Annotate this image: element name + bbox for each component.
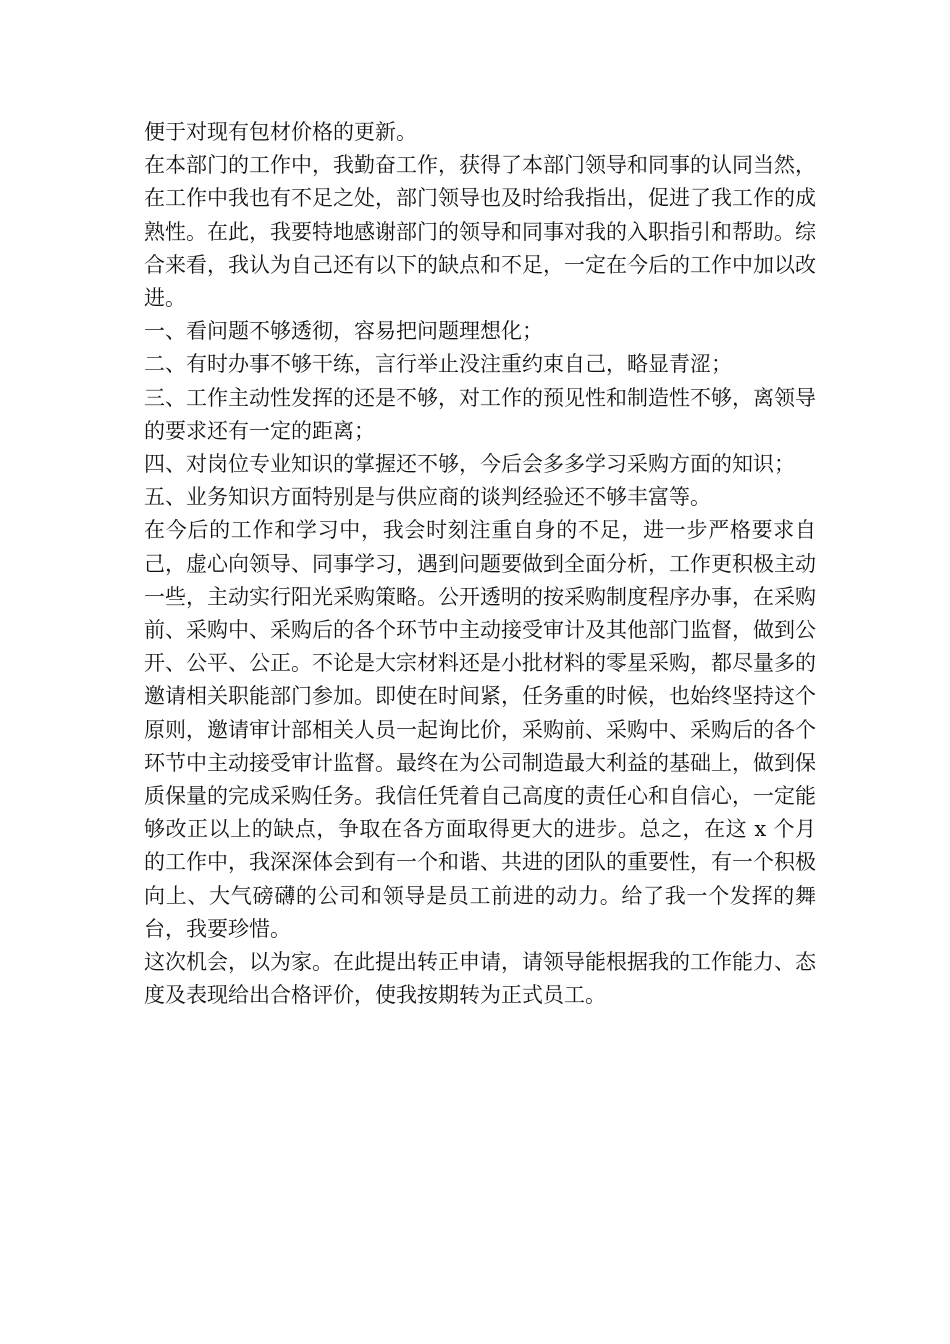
paragraph-work-summary: 在本部门的工作中，我勤奋工作，获得了本部门领导和同事的认同当然，在工作中我也有不足之处，部门领导也及时给我指出，促进了我工作的成熟性。在此，我要特地感谢部门的领导和同事对我的入职指引和帮助。综合来看，我认为自己还有以下的缺点和不足，一定在今后的工作中加以改进。: [144, 153, 816, 311]
shortcoming-item-5: 五、业务知识方面特别是与供应商的谈判经验还不够丰富等。: [144, 485, 711, 510]
paragraph-price-update: 便于对现有包材价格的更新。: [144, 120, 417, 144]
shortcoming-item-1: 一、看问题不够透彻，容易把问题理想化；: [144, 319, 543, 344]
shortcoming-item-3: 三、工作主动性发挥的还是不够，对工作的预见性和制造性不够，离领导的要求还有一定的距离；: [144, 385, 816, 443]
shortcoming-item-4: 四、对岗位专业知识的掌握还不够，今后会多多学习采购方面的知识；: [144, 452, 795, 477]
paragraph-future-plan: 在今后的工作和学习中，我会时刻注重自身的不足，进一步严格要求自己，虚心向领导、同事学习，遇到问题要做到全面分析，工作更积极主动一些，主动实行阳光采购策略。公开透明的按采购制度程序办事，在采购前、采购中、采购后的各个环节中主动接受审计及其他部门监督，做到公开、公平、公正。不论是大宗材料还是小批材料的零星采购，都尽量多的邀请相关职能部门参加。即使在时间紧，任务重的时候，也始终坚持这个原则，邀请审计部相关人员一起询比价，采购前、采购中、采购后的各个环节中主动接受审计监督。最终在为公司制造最大利益的基础上，做到保质保量的完成采购任务。我信任凭着自己高度的责任心和自信心，一定能够改正以上的缺点，争取在各方面取得更大的进步。总之，在这 x 个月的工作中，我深深体会到有一个和谐、共进的团队的重要性，有一个积极向上、大气磅礴的公司和领导是员工前进的动力。给了我一个发挥的舞台，我要珍惜。: [144, 518, 816, 941]
paragraph-application: 这次机会，以为家。在此提出转正申请，请领导能根据我的工作能力、态度及表现给出合格评价，使我按期转为正式员工。: [144, 950, 816, 1008]
document-body: [144, 116, 816, 1012]
shortcoming-item-2: 二、有时办事不够干练，言行举止没注重约束自己，略显青涩；: [144, 352, 732, 377]
